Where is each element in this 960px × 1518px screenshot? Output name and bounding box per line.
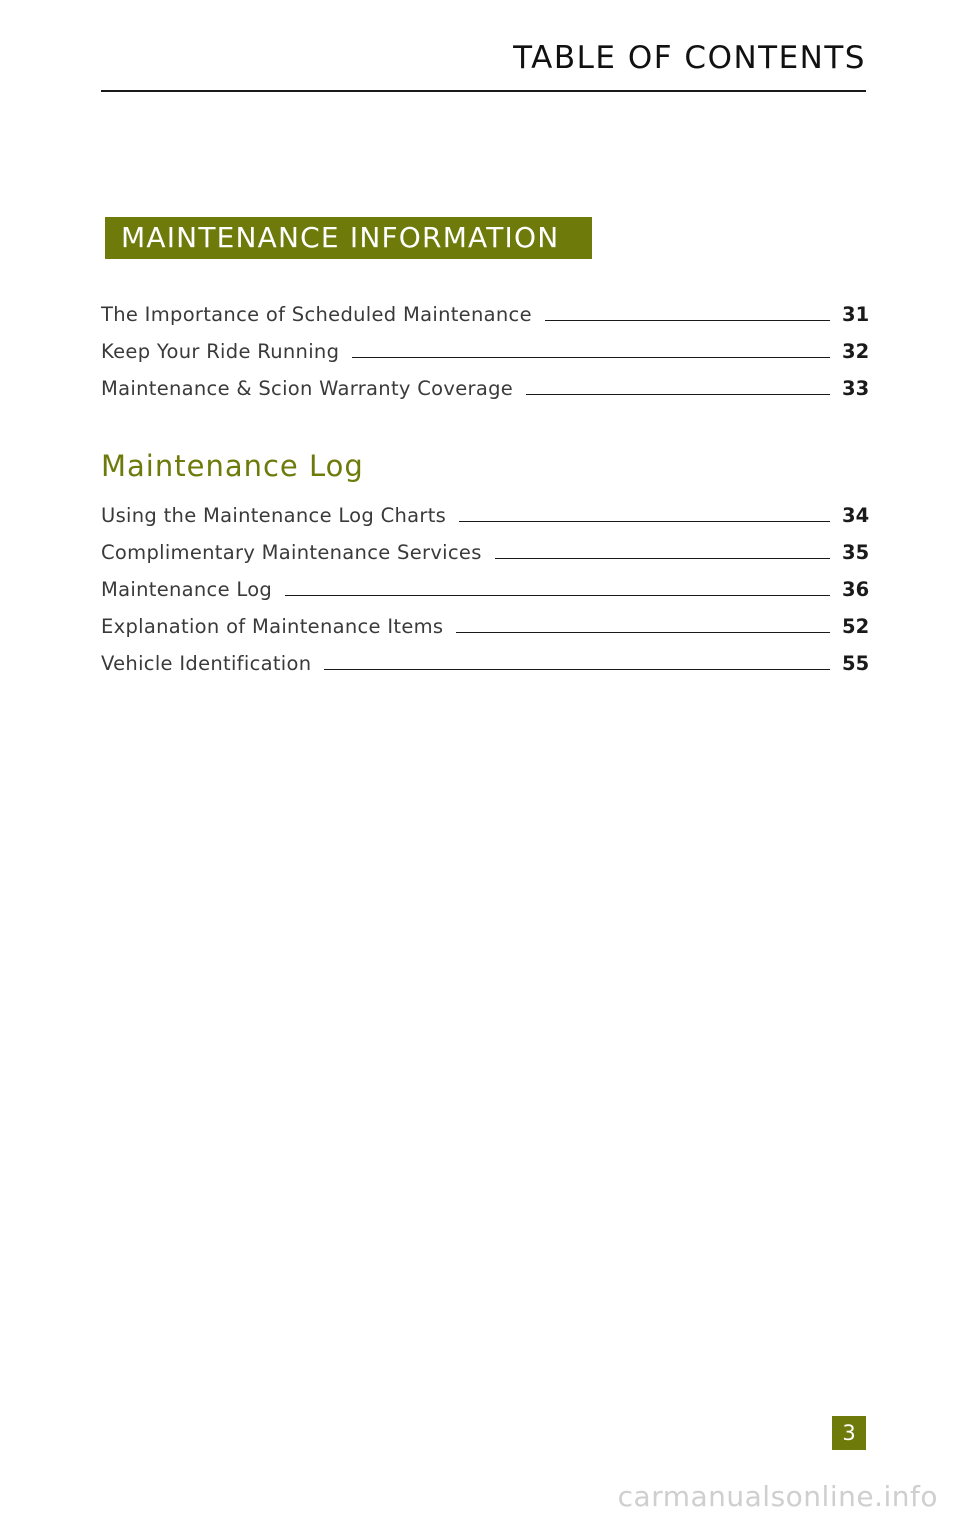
toc-entry[interactable] <box>101 566 870 603</box>
toc-entry-page: 32 <box>842 340 870 363</box>
leader-line <box>456 632 830 633</box>
toc-entry-page: 35 <box>842 541 870 564</box>
leader-line <box>285 595 830 596</box>
subsection-heading: Maintenance Log <box>101 449 364 483</box>
page-title: TABLE OF CONTENTS <box>513 40 866 76</box>
toc-entry-label: Maintenance Log <box>101 578 273 601</box>
toc-entry[interactable] <box>101 291 870 328</box>
toc-entry-label: Explanation of Maintenance Items <box>101 615 444 638</box>
leader-line <box>459 521 830 522</box>
leader-line <box>352 357 830 358</box>
toc-entry-page: 52 <box>842 615 870 638</box>
leader-line <box>324 669 830 670</box>
toc-entry[interactable] <box>101 365 870 402</box>
toc-entry-page: 33 <box>842 377 870 400</box>
toc-entry-page: 55 <box>842 652 870 675</box>
toc-entry-label: The Importance of Scheduled Maintenance <box>101 303 532 326</box>
section-banner-title: MAINTENANCE INFORMATION <box>121 221 560 254</box>
watermark: carmanualsonline.info <box>617 1480 938 1513</box>
toc-entry-page: 31 <box>842 303 870 326</box>
page-number: 3 <box>832 1416 866 1450</box>
leader-line <box>526 394 830 395</box>
toc-entry[interactable] <box>101 603 870 640</box>
toc-group-maintenance-information <box>101 291 870 402</box>
toc-entry[interactable] <box>101 529 870 566</box>
toc-entry[interactable] <box>101 492 870 529</box>
toc-entry-label: Maintenance & Scion Warranty Coverage <box>101 377 514 400</box>
page-header <box>101 38 866 92</box>
leader-line <box>545 320 830 321</box>
toc-entry-label: Complimentary Maintenance Services <box>101 541 482 564</box>
toc-entry[interactable] <box>101 640 870 677</box>
toc-entry[interactable] <box>101 328 870 365</box>
toc-entry-page: 34 <box>842 504 870 527</box>
toc-group-maintenance-log <box>101 492 870 677</box>
toc-entry-label: Using the Maintenance Log Charts <box>101 504 447 527</box>
toc-entry-page: 36 <box>842 578 870 601</box>
section-banner <box>105 217 592 259</box>
toc-entry-label: Keep Your Ride Running <box>101 340 340 363</box>
leader-line <box>495 558 830 559</box>
toc-entry-label: Vehicle Identification <box>101 652 312 675</box>
